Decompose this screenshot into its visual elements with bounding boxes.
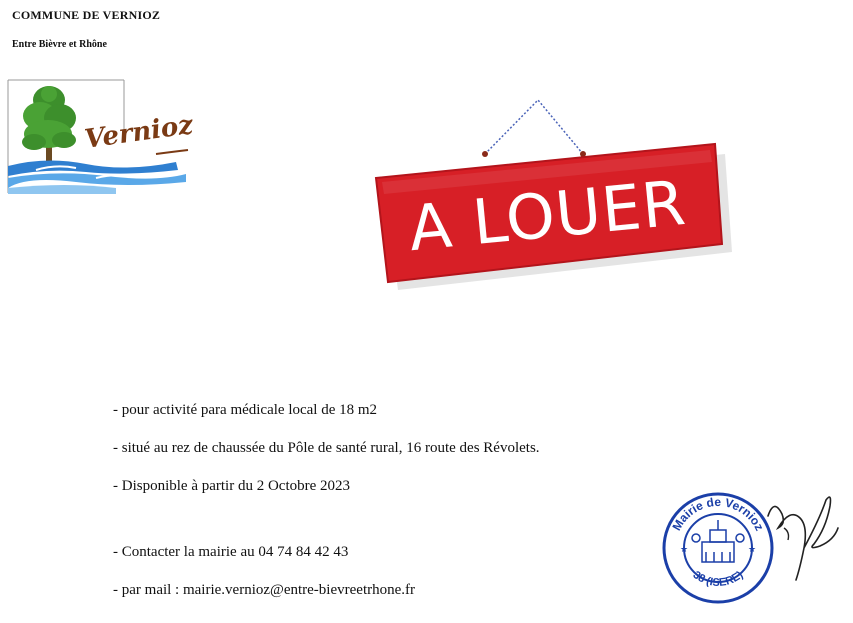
star-icon: ★ [680,544,689,554]
tree-icon [22,86,76,166]
stamp-bottom-text: 38 (ISERE) [690,568,746,589]
detail-usage: - pour activité para médicale local de 18 m2 [113,402,378,418]
detail-location: - situé au rez de chaussée du Pôle de santé rural, 16 route des Révolets. [113,440,540,456]
signature [760,488,850,583]
commune-name: COMMUNE DE VERNIOZ [12,8,161,22]
mairie-stamp [660,490,775,605]
detail-availability: - Disponible à partir du 2 Octobre 2023 [113,478,351,494]
hanging-string [485,100,583,154]
commune-subtitle: Entre Bièvre et Rhône [12,39,107,50]
letterhead [12,8,160,50]
town-hall-icon [692,520,744,562]
svg-text:38 (ISERE) [691,569,746,589]
sign-text: A LOUER [405,165,690,266]
detail-phone: - Contacter la mairie au 04 74 84 42 43 [113,544,349,560]
river-icon [8,160,186,194]
for-rent-sign [370,92,740,302]
stamp-top-text: Mairie de Vernioz [669,494,767,534]
vernioz-logo [6,78,196,198]
star-icon: ★ [748,544,757,554]
detail-email: - par mail : mairie.vernioz@entre-bievreetrhone.fr [113,582,415,598]
logo-text: Vernioz [82,110,195,155]
